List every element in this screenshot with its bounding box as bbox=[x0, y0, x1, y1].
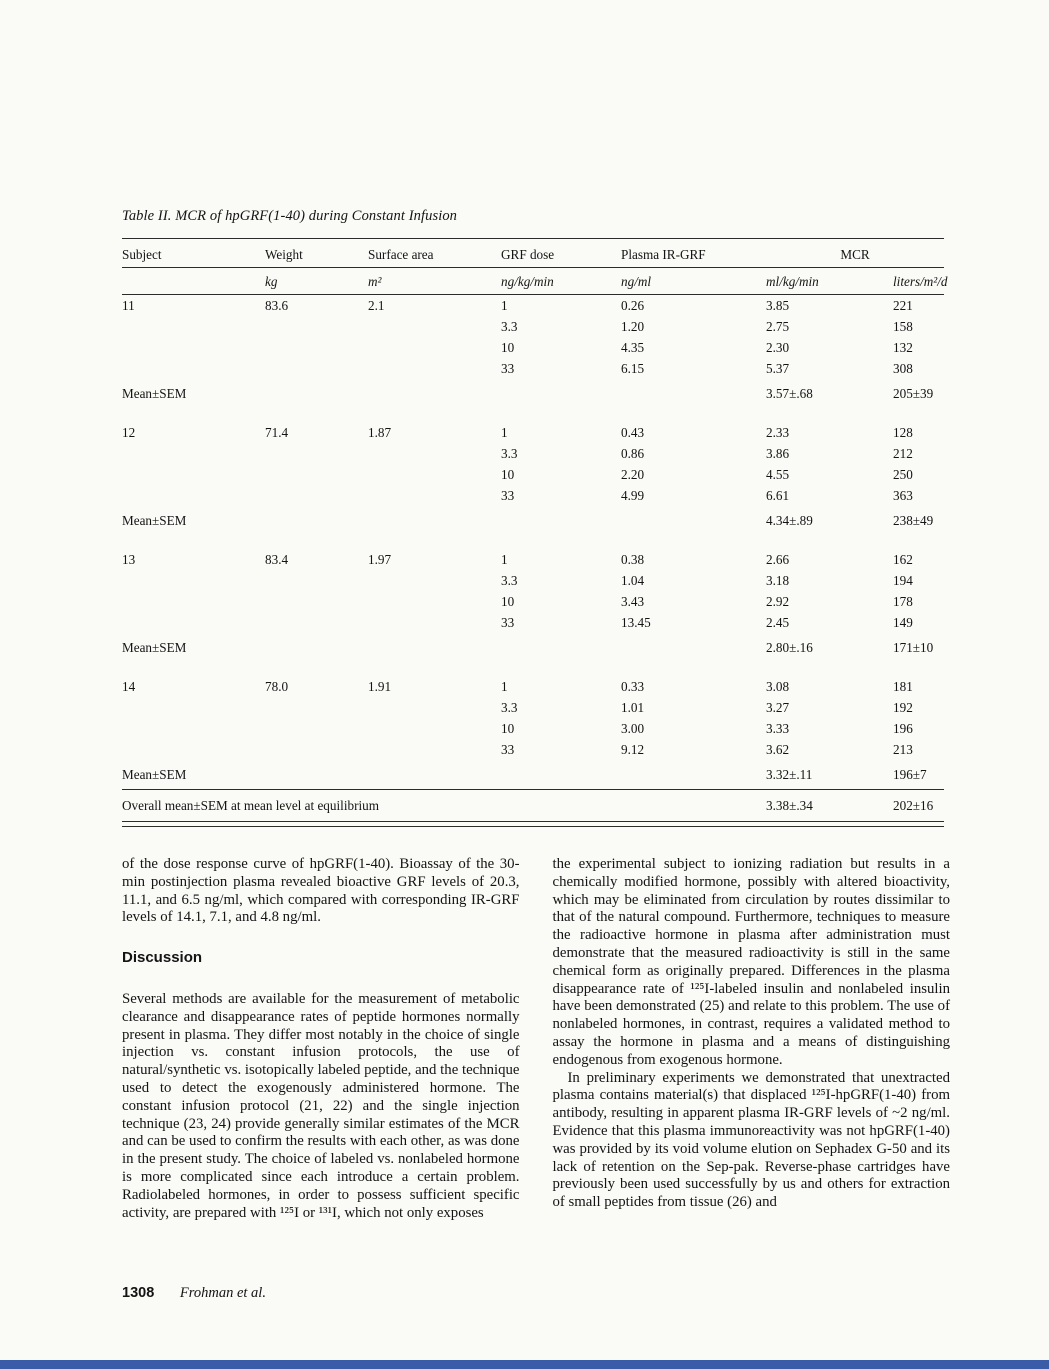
plasma-ir-grf-cell: 3.00 bbox=[621, 721, 645, 736]
surface-area-cell: 1.91 bbox=[368, 679, 392, 694]
plasma-ir-grf-cell: 2.20 bbox=[621, 467, 645, 482]
unit-kg: kg bbox=[265, 268, 368, 295]
weight-cell bbox=[265, 337, 368, 358]
col-header-subject: Subject bbox=[122, 239, 265, 268]
mcr-ml-kg-min-cell: 6.61 bbox=[766, 488, 790, 503]
mcr-ml-kg-min-cell: 2.92 bbox=[766, 594, 790, 609]
mcr-ml-kg-min-cell: 3.57±.68 bbox=[766, 386, 813, 401]
plasma-ir-grf-cell: 9.12 bbox=[621, 742, 645, 757]
mcr-ml-kg-min-cell: 3.33 bbox=[766, 721, 790, 736]
mcr-ml-kg-min-cell: 2.66 bbox=[766, 552, 790, 567]
grf-dose-cell: 3.3 bbox=[501, 573, 518, 588]
surface-area-cell bbox=[368, 443, 501, 464]
mcr-liters-m2-d-cell: 158 bbox=[893, 319, 913, 334]
mcr-liters-m2-d-cell: 162 bbox=[893, 552, 913, 567]
mcr-ml-kg-min-cell: 3.85 bbox=[766, 298, 790, 313]
dose-row bbox=[122, 662, 944, 697]
subject-id-cell bbox=[122, 570, 265, 591]
grf-dose-cell: 3.3 bbox=[501, 446, 518, 461]
mean-sem-row bbox=[122, 506, 944, 535]
surface-area-cell bbox=[368, 591, 501, 612]
mean-sem-label-cell: Mean±SEM bbox=[122, 640, 187, 655]
dose-row bbox=[122, 739, 944, 760]
weight-cell bbox=[265, 443, 368, 464]
unit-liters-m2-d: liters/m²/d bbox=[893, 268, 944, 295]
mcr-liters-m2-d-cell: 205±39 bbox=[893, 386, 934, 401]
dose-row bbox=[122, 408, 944, 443]
surface-area-cell bbox=[368, 718, 501, 739]
surface-area-cell: 1.97 bbox=[368, 552, 392, 567]
dose-row bbox=[122, 485, 944, 506]
weight-cell bbox=[265, 358, 368, 379]
weight-cell bbox=[265, 464, 368, 485]
plasma-ir-grf-cell: 0.26 bbox=[621, 298, 645, 313]
mcr-liters-m2-d-cell: 213 bbox=[893, 742, 913, 757]
mean-sem-label-cell: Mean±SEM bbox=[122, 386, 187, 401]
paragraph: the experimental subject to ionizing radiation but results in a chemically modified hormone, possibly with altered bioactivity, which may be eliminated from circulation by routes dissimilar to that of the natural compound. Furthermore, techniques to measure the radioactive hormone in plasma after administration must demonstrate that the measured radioactivity is still in the same chemical form as originally prepared. Differences in the plasma disappearance rate of ¹²⁵I-labeled insulin and nonlabeled insulin have been demonstrated (25) and relate to this problem. The use of nonlabeled hormones, in contrast, requires a validated method to assay the hormone in plasma and a means of distinguishing endogenous from exogenous hormone. bbox=[552, 856, 950, 1068]
discussion-heading: Discussion bbox=[122, 949, 203, 967]
surface-area-cell bbox=[368, 337, 501, 358]
mcr-ml-kg-min-cell: 3.62 bbox=[766, 742, 790, 757]
grf-dose-cell: 1 bbox=[501, 552, 508, 567]
mcr-liters-m2-d-cell: 181 bbox=[893, 679, 913, 694]
plasma-ir-grf-cell: 1.01 bbox=[621, 700, 645, 715]
subject-id-cell: 13 bbox=[122, 552, 136, 567]
surface-area-cell: 2.1 bbox=[368, 298, 385, 313]
weight-cell bbox=[265, 316, 368, 337]
table-bottom-rule bbox=[122, 821, 944, 827]
subject-id-cell bbox=[122, 443, 265, 464]
grf-dose-cell: 10 bbox=[501, 467, 515, 482]
weight-cell: 71.4 bbox=[265, 425, 289, 440]
grf-dose-cell: 33 bbox=[501, 615, 515, 630]
grf-dose-cell: 33 bbox=[501, 488, 515, 503]
weight-cell: 78.0 bbox=[265, 679, 289, 694]
grf-dose-cell: 1 bbox=[501, 298, 508, 313]
grf-dose-cell: 1 bbox=[501, 679, 508, 694]
mcr-liters-m2-d-cell: 212 bbox=[893, 446, 913, 461]
table-body bbox=[122, 295, 944, 822]
mcr-ml-kg-min-cell: 5.37 bbox=[766, 361, 790, 376]
mcr-liters-m2-d-cell: 192 bbox=[893, 700, 913, 715]
mcr-liters-m2-d-cell: 128 bbox=[893, 425, 913, 440]
mcr-ml-kg-min-cell: 3.08 bbox=[766, 679, 790, 694]
weight-cell bbox=[265, 570, 368, 591]
paragraph: In preliminary experiments we demonstrated that unextracted plasma contains material(s) that displaced ¹²⁵I-hpGRF(1-40) from antibody, resulting in apparent plasma IR-GRF levels of ~2 ng/ml. Evidence that this plasma immunoreactivity was not hpGRF(1-40) was provided by its void volume elution on Sephadex G-50 and its lack of retention on the Sep-pak. Reverse-phase cartridges have previously been used successfully by us and others for extraction of small peptides from tissue (26) and bbox=[552, 1069, 950, 1211]
mean-sem-row bbox=[122, 760, 944, 790]
grf-dose-cell: 3.3 bbox=[501, 319, 518, 334]
plasma-ir-grf-cell: 0.86 bbox=[621, 446, 645, 461]
surface-area-cell bbox=[368, 570, 501, 591]
col-header-surface-area: Surface area bbox=[368, 239, 501, 268]
mcr-liters-m2-d-cell: 194 bbox=[893, 573, 913, 588]
subject-id-cell: 11 bbox=[122, 298, 135, 313]
weight-cell bbox=[265, 591, 368, 612]
surface-area-cell bbox=[368, 485, 501, 506]
mcr-liters-m2-d-cell: 250 bbox=[893, 467, 913, 482]
grf-dose-cell: 10 bbox=[501, 721, 515, 736]
table-ii-section bbox=[122, 208, 948, 827]
dose-row bbox=[122, 295, 944, 317]
subject-id-cell bbox=[122, 718, 265, 739]
page-number: 1308 bbox=[122, 1285, 155, 1301]
paragraph: of the dose response curve of hpGRF(1-40). Bioassay of the 30-min postinjection plasma revealed bioactive GRF levels of 20.3, 11.1, and 6.5 ng/ml, which compared with corresponding IR-GRF levels of 14.1, 7.1, and 4.8 ng/ml. bbox=[122, 856, 520, 926]
subject-id-cell bbox=[122, 316, 265, 337]
surface-area-cell bbox=[368, 612, 501, 633]
plasma-ir-grf-cell: 13.45 bbox=[621, 615, 651, 630]
subject-id-cell bbox=[122, 697, 265, 718]
bottom-scan-bar bbox=[0, 1360, 1049, 1369]
article-body bbox=[122, 856, 950, 1222]
mcr-table bbox=[122, 238, 948, 821]
col-header-mcr: MCR bbox=[766, 239, 944, 268]
grf-dose-cell: 33 bbox=[501, 361, 515, 376]
weight-cell bbox=[265, 739, 368, 760]
mcr-ml-kg-min-cell: 2.75 bbox=[766, 319, 790, 334]
mcr-liters-m2-d-cell: 221 bbox=[893, 298, 913, 313]
grf-dose-cell: 10 bbox=[501, 340, 515, 355]
mcr-ml-kg-min-cell: 2.30 bbox=[766, 340, 790, 355]
plasma-ir-grf-cell: 4.35 bbox=[621, 340, 645, 355]
dose-row bbox=[122, 316, 944, 337]
surface-area-cell bbox=[368, 316, 501, 337]
plasma-ir-grf-cell: 1.04 bbox=[621, 573, 645, 588]
dose-row bbox=[122, 718, 944, 739]
unit-m2: m² bbox=[368, 268, 501, 295]
grf-dose-cell: 33 bbox=[501, 742, 515, 757]
left-column bbox=[122, 856, 520, 1222]
mcr-liters-m2-d-cell: 196±7 bbox=[893, 767, 927, 782]
unit-ng-ml: ng/ml bbox=[621, 268, 766, 295]
dose-row bbox=[122, 443, 944, 464]
mcr-ml-kg-min-cell: 3.32±.11 bbox=[766, 767, 813, 782]
subject-id-cell bbox=[122, 358, 265, 379]
plasma-ir-grf-cell: 3.43 bbox=[621, 594, 645, 609]
mcr-liters-m2-d-cell: 202±16 bbox=[893, 790, 944, 822]
subject-id-cell: 12 bbox=[122, 425, 136, 440]
dose-row bbox=[122, 697, 944, 718]
surface-area-cell bbox=[368, 697, 501, 718]
weight-cell: 83.6 bbox=[265, 298, 289, 313]
mcr-ml-kg-min-cell: 3.27 bbox=[766, 700, 790, 715]
subject-id-cell bbox=[122, 739, 265, 760]
mcr-ml-kg-min-cell: 4.34±.89 bbox=[766, 513, 813, 528]
col-header-weight: Weight bbox=[265, 239, 368, 268]
mcr-liters-m2-d-cell: 196 bbox=[893, 721, 913, 736]
mcr-liters-m2-d-cell: 363 bbox=[893, 488, 913, 503]
right-column bbox=[553, 856, 951, 1222]
plasma-ir-grf-cell: 0.43 bbox=[621, 425, 645, 440]
mcr-liters-m2-d-cell: 308 bbox=[893, 361, 913, 376]
mean-sem-label-cell: Mean±SEM bbox=[122, 767, 187, 782]
grf-dose-cell: 1 bbox=[501, 425, 508, 440]
weight-cell bbox=[265, 697, 368, 718]
weight-cell bbox=[265, 485, 368, 506]
mcr-ml-kg-min-cell: 2.33 bbox=[766, 425, 790, 440]
dose-row bbox=[122, 337, 944, 358]
dose-row bbox=[122, 612, 944, 633]
grf-dose-cell: 10 bbox=[501, 594, 515, 609]
table-header-row bbox=[122, 239, 944, 268]
col-header-plasma-ir-grf: Plasma IR-GRF bbox=[621, 239, 766, 268]
table-units-row bbox=[122, 268, 944, 295]
dose-row bbox=[122, 464, 944, 485]
mcr-liters-m2-d-cell: 178 bbox=[893, 594, 913, 609]
running-authors: Frohman et al. bbox=[179, 1285, 266, 1301]
unit-ml-kg-min: ml/kg/min bbox=[766, 268, 893, 295]
subject-id-cell bbox=[122, 591, 265, 612]
plasma-ir-grf-cell: 6.15 bbox=[621, 361, 645, 376]
surface-area-cell bbox=[368, 358, 501, 379]
mean-sem-label-cell: Mean±SEM bbox=[122, 513, 187, 528]
weight-cell: 83.4 bbox=[265, 552, 289, 567]
surface-area-cell bbox=[368, 464, 501, 485]
plasma-ir-grf-cell: 0.33 bbox=[621, 679, 645, 694]
mcr-ml-kg-min-cell: 3.18 bbox=[766, 573, 790, 588]
plasma-ir-grf-cell: 0.38 bbox=[621, 552, 645, 567]
unit-blank bbox=[122, 268, 265, 295]
overall-mean-row bbox=[122, 790, 944, 822]
mcr-ml-kg-min-cell: 3.86 bbox=[766, 446, 790, 461]
mcr-ml-kg-min-cell: 2.80±.16 bbox=[766, 640, 813, 655]
surface-area-cell: 1.87 bbox=[368, 425, 392, 440]
weight-cell bbox=[265, 612, 368, 633]
surface-area-cell bbox=[368, 739, 501, 760]
grf-dose-cell: 3.3 bbox=[501, 700, 518, 715]
mcr-liters-m2-d-cell: 171±10 bbox=[893, 640, 934, 655]
col-header-grf-dose: GRF dose bbox=[501, 239, 621, 268]
dose-row bbox=[122, 535, 944, 570]
mcr-ml-kg-min-cell: 3.38±.34 bbox=[766, 790, 893, 822]
subject-id-cell bbox=[122, 485, 265, 506]
mean-sem-row bbox=[122, 633, 944, 662]
subject-id-cell: 14 bbox=[122, 679, 136, 694]
overall-label-cell: Overall mean±SEM at mean level at equilibrium bbox=[122, 790, 766, 822]
subject-id-cell bbox=[122, 612, 265, 633]
mcr-ml-kg-min-cell: 4.55 bbox=[766, 467, 790, 482]
mcr-liters-m2-d-cell: 132 bbox=[893, 340, 913, 355]
mcr-ml-kg-min-cell: 2.45 bbox=[766, 615, 790, 630]
subject-id-cell bbox=[122, 464, 265, 485]
plasma-ir-grf-cell: 1.20 bbox=[621, 319, 645, 334]
mcr-liters-m2-d-cell: 149 bbox=[893, 615, 913, 630]
subject-id-cell bbox=[122, 337, 265, 358]
unit-ng-kg-min: ng/kg/min bbox=[501, 268, 621, 295]
dose-row bbox=[122, 591, 944, 612]
paragraph: Several methods are available for the measurement of metabolic clearance and disappearance rates of peptide hormones normally present in plasma. They differ most notably in the choice of single injection vs. constant infusion protocols, the use of natural/synthetic vs. isotopically labeled peptide, and the technique used to detect the exogenously administered hormone. The constant infusion protocol (21, 22) and the single injection technique (23, 24) provide generally similar estimates of the MCR and can be used to confirm the results with each other, as was done in the present study. The choice of labeled vs. nonlabeled hormone is more complicated since each introduce a certain problem. Radiolabeled hormones, in order to possess sufficient specific activity, are prepared with ¹²⁵I or ¹³¹I, which not only exposes bbox=[122, 990, 520, 1221]
plasma-ir-grf-cell: 4.99 bbox=[621, 488, 645, 503]
weight-cell bbox=[265, 718, 368, 739]
mcr-liters-m2-d-cell: 238±49 bbox=[893, 513, 934, 528]
mean-sem-row bbox=[122, 379, 944, 408]
dose-row bbox=[122, 570, 944, 591]
table-title: Table II. MCR of hpGRF(1-40) during Constant Infusion bbox=[122, 208, 458, 224]
page-footer bbox=[122, 1285, 266, 1302]
dose-row bbox=[122, 358, 944, 379]
